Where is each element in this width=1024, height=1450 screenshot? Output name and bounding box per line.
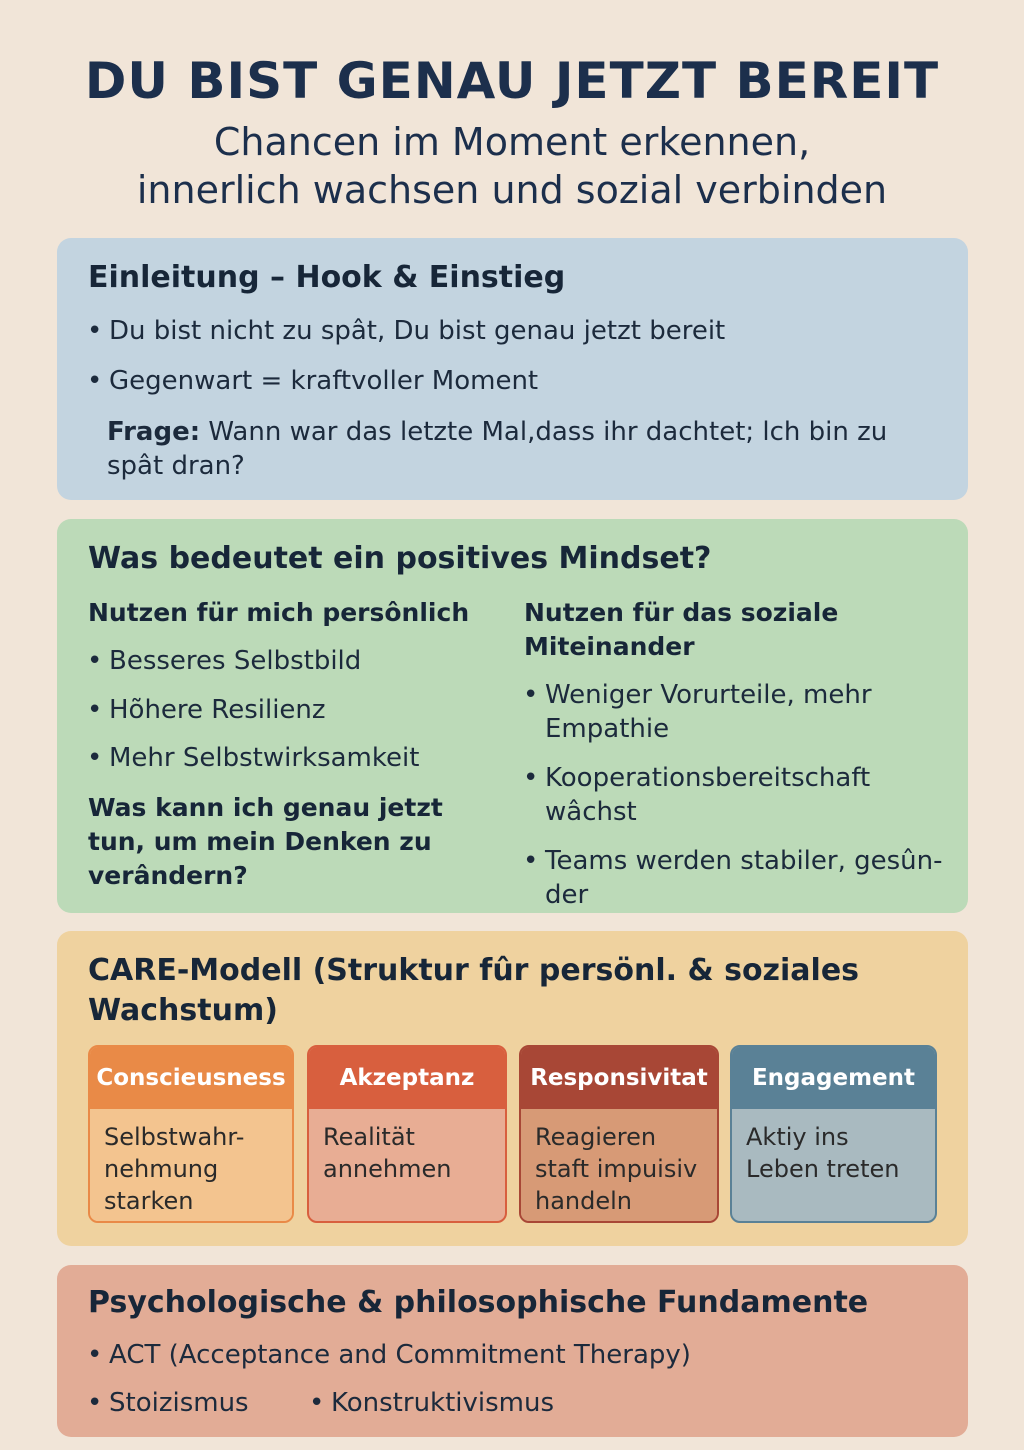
care-heading: CARE-Modell (Struktur fûr persönl. & soziales Wachstum) [88, 953, 860, 1028]
subtitle-line-2: innerlich wachsen und sozial verbinden [136, 168, 888, 212]
personal-benefit-item: • Besseres Selbstbild [87, 644, 361, 678]
care-box-text: Selbstwahr-nehmung starken [90, 1109, 292, 1223]
care-box-text: Realität annehmen [309, 1109, 505, 1197]
intro-question [107, 415, 927, 483]
care-box-title: Responsivitat [521, 1047, 717, 1109]
care-box-consciousness [88, 1045, 294, 1223]
foundations-card [57, 1265, 968, 1437]
question-label: Frage: [107, 417, 201, 447]
foundation-item: • Stoizismus [87, 1386, 249, 1420]
care-box-text: Aktiy ins Leben treten [732, 1109, 935, 1197]
question-text: Wann war das letzte Mal,dass ihr dachtet; lch bin zu spât dran? [107, 417, 888, 481]
foundation-item: • ACT (Acceptance and Commitment Therapy) [87, 1338, 691, 1372]
care-box-text: Reagieren staft impuisiv handeln [521, 1109, 717, 1223]
care-box-title: Conscieusness [90, 1047, 292, 1109]
intro-card [57, 238, 968, 500]
page-subtitle [0, 118, 1024, 214]
social-benefit-item: • Teams werden stabiler, gesûn-der [523, 844, 953, 912]
page-title: DU BIST GENAU JETZT BEREIT [84, 52, 940, 110]
personal-benefits-heading: Nutzen für mich persônlich [88, 598, 470, 627]
personal-benefit-item: • Mehr Selbstwirksamkeit [87, 741, 419, 775]
foundation-item: • Konstruktivismus [309, 1386, 554, 1420]
care-box-engagement [730, 1045, 937, 1223]
care-box-title: Engagement [732, 1047, 935, 1109]
intro-heading: Einleitung – Hook & Einstieg [88, 260, 566, 295]
care-box-responsivitat [519, 1045, 719, 1223]
social-benefits-heading: Nutzen für das soziale Miteinander [524, 598, 839, 661]
mindset-heading: Was bedeutet ein positives Mindset? [88, 541, 712, 576]
subtitle-line-1: Chancen im Moment erkennen, [213, 120, 811, 164]
social-benefit-item: • Kooperationsbereitschaft wâchst [523, 761, 943, 829]
care-box-akzeptanz [307, 1045, 507, 1223]
intro-bullet: • Du bist nicht zu spât, Du bist genau jetzt bereit [87, 314, 725, 348]
care-model-card [57, 931, 968, 1246]
social-benefit-item: • Weniger Vorurteile, mehr Empathie [523, 678, 943, 746]
foundations-heading: Psychologische & philosophische Fundamente [88, 1285, 869, 1320]
mindset-question: Was kann ich genau jetzt tun, um mein Denken zu verândern? [88, 793, 443, 890]
intro-bullet: • Gegenwart = kraftvoller Moment [87, 364, 538, 398]
personal-benefit-item: • Hõhere Resilienz [87, 693, 326, 727]
care-box-title: Akzeptanz [309, 1047, 505, 1109]
mindset-card [57, 519, 968, 913]
